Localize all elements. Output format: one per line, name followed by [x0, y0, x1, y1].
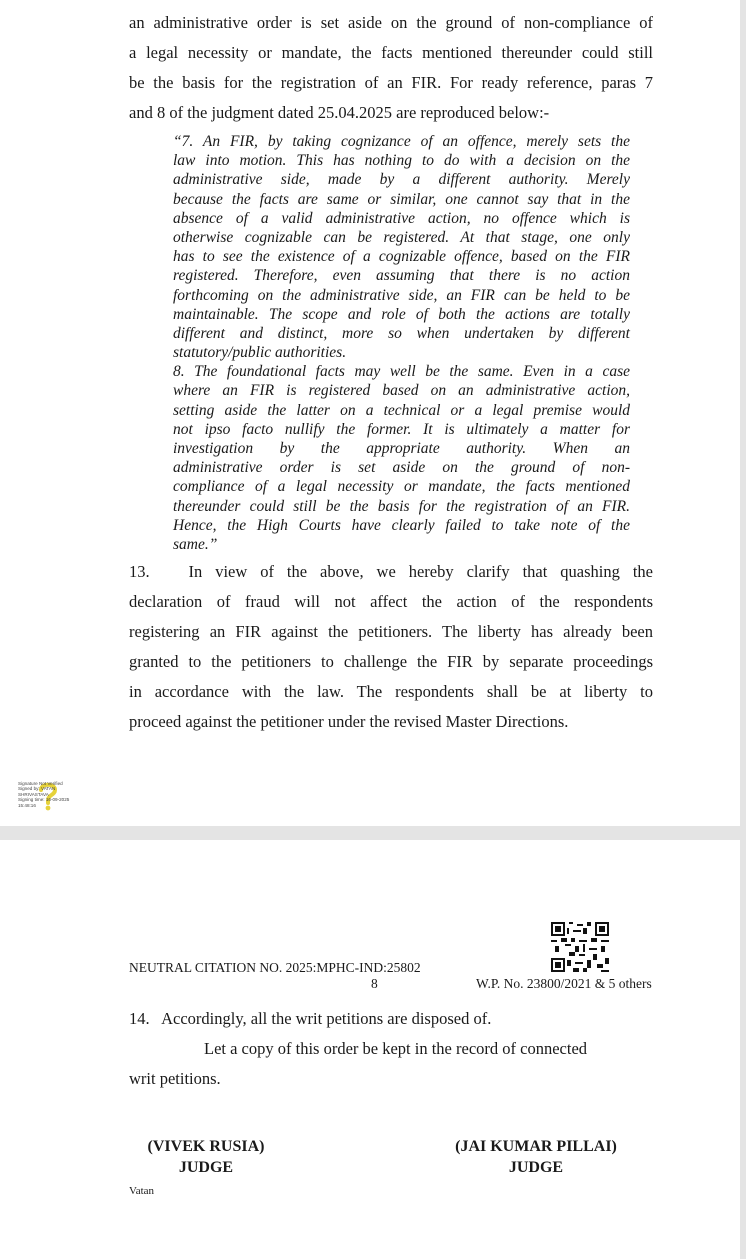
quote-line: different and distinct, more so when undertaken by different — [173, 324, 630, 342]
quote-line: statutory/public authorities. — [173, 344, 347, 362]
judge-signature-block — [440, 1136, 632, 1178]
judge-signature-block — [130, 1136, 282, 1178]
judge-name: (VIVEK RUSIA) — [147, 1138, 265, 1155]
quote-line: Hence, the High Courts have clearly failed to take note of the — [173, 516, 630, 534]
paragraph-14-line-1: 14. Accordingly, all the writ petitions are disposed of. — [129, 1009, 492, 1028]
case-number: W.P. No. 23800/2021 & 5 others — [476, 976, 652, 991]
judge-title: JUDGE — [508, 1159, 564, 1176]
quote-line: administrative order is set aside on the ground of non- — [173, 459, 630, 477]
text-line: an administrative order is set aside on the ground of non-compliance of — [129, 13, 653, 32]
stamp-line: Signing time: 16-09-2025 — [18, 797, 70, 803]
stamp-line: SHRIVASTAVA — [18, 791, 49, 797]
text-line: and 8 of the judgment dated 25.04.2025 are reproduced below:- — [129, 103, 550, 122]
quote-line: thereunder could still be the basis for the registration of an FIR. — [173, 497, 630, 515]
text-line: a legal necessity or mandate, the facts mentioned thereunder could still — [129, 43, 653, 62]
quote-line: registered. Therefore, even assuming that there is no action — [173, 267, 630, 285]
quote-line: because the facts are same or similar, one cannot say that in the — [173, 190, 630, 208]
qr-code-icon — [551, 922, 609, 972]
text-line: registering an FIR against the petitioners. The liberty has already been — [129, 622, 653, 641]
quote-line: absence of a valid administrative action, no offence which is — [173, 209, 630, 227]
paragraph-14-line-3: writ petitions. — [129, 1069, 221, 1088]
text-line: proceed against the petitioner under the revised Master Directions. — [129, 712, 569, 731]
stamp-line: Signature Not Verified — [18, 781, 63, 786]
judge-name: (JAI KUMAR PILLAI) — [455, 1138, 617, 1155]
digital-signature-stamp — [18, 781, 82, 817]
quote-line: administrative side, made by a different authority. Merely — [173, 171, 630, 189]
quote-line: maintainable. The scope and role of both the actions are totally — [173, 305, 630, 323]
quote-line: 8. The foundational facts may well be the same. Even in a case — [173, 363, 630, 381]
quote-line: forthcoming on the administrative side, an FIR can be held to be — [173, 286, 630, 304]
opening-paragraph — [129, 8, 653, 128]
quote-line: law into motion. This has nothing to do with a decision on the — [173, 152, 630, 170]
judge-title: JUDGE — [178, 1159, 234, 1176]
quote-line: setting aside the latter on a technical or a legal premise would — [173, 401, 630, 419]
stamp-line: 15:48:16 — [18, 802, 36, 808]
quote-line: investigation by the appropriate authority. When an — [173, 440, 630, 457]
text-line: granted to the petitioners to challenge the FIR by separate proceedings — [129, 652, 653, 671]
quote-line: where an FIR is registered based on an administrative action, — [173, 382, 630, 400]
text-line: be the basis for the registration of an FIR. For ready reference, paras 7 — [129, 73, 653, 92]
quote-line: same.” — [173, 535, 218, 553]
quote-line: “7. An FIR, by taking cognizance of an offence, merely sets the — [173, 133, 630, 150]
typist-initials: Vatan — [129, 1185, 155, 1197]
neutral-citation: NEUTRAL CITATION NO. 2025:MPHC-IND:25802 — [129, 960, 421, 975]
text-line: in accordance with the law. The respondents shall be at liberty to — [129, 682, 653, 701]
text-line: declaration of fraud will not affect the action of the respondents — [129, 592, 653, 611]
quoted-judgment — [173, 132, 630, 554]
text-line: 13. In view of the above, we hereby clarify that quashing the — [129, 562, 653, 581]
quote-line: not ipso facto nullify the former. It is ultimately a matter for — [173, 420, 630, 438]
quote-line: has to see the existence of a cognizable offence, based on the FIR — [173, 248, 630, 266]
quote-line: otherwise cognizable can be registered. At that stage, one only — [173, 228, 630, 246]
paragraph-14-line-2: Let a copy of this order be kept in the record of connected — [204, 1039, 588, 1058]
quote-line: compliance of a legal necessity or mandate, the facts mentioned — [173, 478, 630, 496]
paragraph-13 — [129, 557, 653, 737]
page-number: 8 — [371, 976, 378, 991]
stamp-line: Signed by: VATAN — [18, 786, 56, 792]
